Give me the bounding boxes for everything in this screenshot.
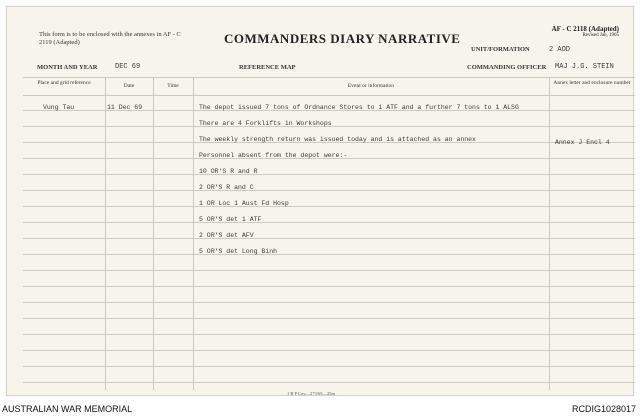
archive-name: AUSTRALIAN WAR MEMORIAL: [2, 404, 133, 414]
col-header-annex: Annex letter and enclosure number: [553, 80, 631, 86]
event-line: 5 OR'S det 1 ATF: [199, 216, 262, 223]
event-line: 2 OR'S R and C: [199, 184, 254, 191]
entry-annex: Annex J Encl 4: [555, 139, 610, 146]
diary-form: [6, 6, 634, 396]
printer-imprint: 1 B P Coy—273/65—25m: [287, 391, 335, 396]
form-number: AF - C 2118 (Adapted): [551, 25, 619, 33]
event-line: 2 OR'S det AFV: [199, 232, 254, 239]
co-label: COMMANDING OFFICER: [467, 64, 547, 71]
enclosure-note: This form is to be enclosed with the annexes in AF - C 2119 (Adapted): [39, 31, 181, 46]
month-value: DEC 69: [115, 63, 141, 71]
event-line: 5 OR'S det Long Binh: [199, 248, 278, 255]
event-line: There are 4 Forklifts in Workshops: [199, 120, 332, 127]
entry-place: Vung Tau: [43, 104, 75, 111]
form-id: [552, 25, 619, 38]
event-line: 1 OR Loc 1 Aust Fd Hosp: [199, 200, 289, 207]
table-top-rule: [23, 77, 635, 78]
event-line: The depot issued 7 tons of Ordnance Stores to 1 ATF and a further 7 tons to 1 ALSG: [199, 104, 519, 111]
map-label: REFERENCE MAP: [239, 64, 296, 71]
column-divider: [105, 77, 106, 390]
col-header-date: Date: [123, 83, 135, 89]
event-line: 10 OR'S R and R: [199, 168, 258, 175]
archive-id: RCDIG1028017: [571, 404, 636, 414]
event-line: The weekly strength return was issued today and is attached as an annex: [199, 136, 476, 143]
column-divider: [193, 77, 194, 390]
col-header-time: Time: [167, 83, 179, 89]
narrative-table: [23, 77, 635, 390]
unit-label: UNIT/FORMATION: [471, 46, 530, 53]
archive-footer: [0, 401, 640, 417]
column-divider: [549, 77, 550, 390]
month-label: MONTH AND YEAR: [37, 64, 98, 71]
col-header-event: Event or information: [347, 83, 395, 89]
column-divider: [153, 77, 154, 390]
col-header-place: Place and grid reference: [37, 80, 91, 86]
entry-date: 11 Dec 69: [107, 104, 143, 111]
revised-date: Revised Jan, 1965: [582, 33, 619, 38]
header-rule: [23, 95, 635, 96]
unit-value: 2 AOD: [549, 46, 571, 54]
page-title: COMMANDERS DIARY NARRATIVE: [224, 31, 461, 46]
co-value: MAJ J.G. STEIN: [555, 63, 614, 71]
event-line: Personnel absent from the depot were:-: [199, 152, 348, 159]
